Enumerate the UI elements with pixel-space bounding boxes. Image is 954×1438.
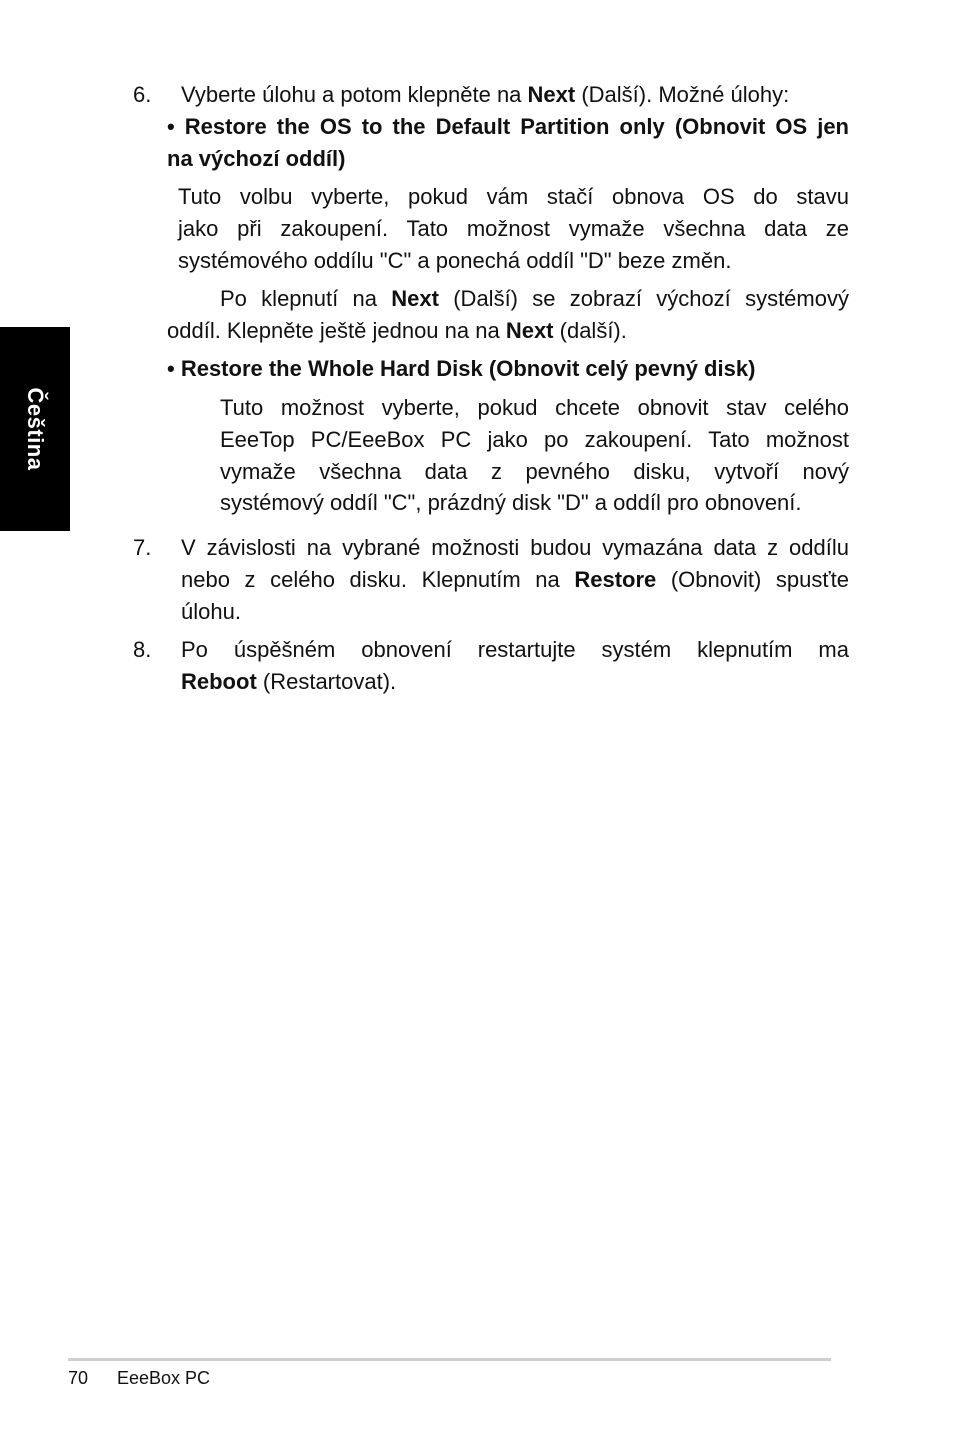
step-8-line-1: Po úspěšném obnovení restartujte systém klepnutím ma <box>181 637 849 662</box>
step-6-intro-text: Vyberte úlohu a potom klepněte na <box>181 82 528 107</box>
step-6-number: 6. <box>133 82 152 107</box>
option-1-next-keyword-2: Next <box>505 318 554 343</box>
step-7-line-1: V závislosti na vybrané možnosti budou vymazána data z oddílu <box>181 535 849 560</box>
option-1-after-text-b: (Další) se zobrazí výchozí systémový <box>438 286 849 311</box>
step-8-number: 8. <box>133 637 152 662</box>
step-7-line-3: úlohu. <box>181 599 241 624</box>
option-2-desc-line-4: systémový oddíl "C", prázdný disk "D" a oddíl pro obnovení. <box>220 490 802 515</box>
step-7-line-2 <box>181 564 849 596</box>
option-2-title: • Restore the Whole Hard Disk (Obnovit celý pevný disk) <box>167 356 756 381</box>
option-2-desc-line-1: Tuto možnost vyberte, pokud chcete obnovit stav celého <box>220 395 849 420</box>
option-1-after-text-d: (další). <box>553 318 627 343</box>
option-2-desc-line-2: EeeTop PC/EeeBox PC jako po zakoupení. Tato možnost <box>220 427 849 452</box>
language-label: Čeština <box>23 387 48 471</box>
option-1-next-keyword-1: Next <box>391 286 439 311</box>
step-6-intro <box>181 79 789 111</box>
option-1-title-line-1: • Restore the OS to the Default Partition only (Obnovit OS jen <box>167 114 849 139</box>
step-8-reboot-keyword: Reboot <box>181 669 257 694</box>
option-1-after-line-2 <box>167 315 627 347</box>
step-6-next-keyword: Next <box>527 82 576 107</box>
step-8-line-2-rest: (Restartovat). <box>256 669 397 694</box>
option-1-desc-line-1: Tuto volbu vyberte, pokud vám stačí obnova OS do stavu <box>178 184 849 209</box>
step-6-intro-rest: (Další). Možné úlohy: <box>575 82 790 107</box>
step-7-restore-keyword: Restore <box>574 567 657 592</box>
option-1-desc-line-3: systémového oddílu "C" a ponechá oddíl "D" beze změn. <box>178 248 732 273</box>
footer-divider <box>68 1358 831 1361</box>
option-2-desc-line-3: vymaže všechna data z pevného disku, vytvoří nový <box>220 459 849 484</box>
option-1-after-text-a: Po klepnutí na <box>220 286 392 311</box>
step-7-line-2-text-a: nebo z celého disku. Klepnutím na <box>181 567 575 592</box>
step-7-number: 7. <box>133 535 152 560</box>
footer-title: EeeBox PC <box>117 1368 211 1388</box>
step-7-line-2-text-b: (Obnovit) spusťte <box>656 567 849 592</box>
footer-page-number: 70 <box>68 1368 89 1388</box>
option-1-after-line-1 <box>220 283 849 315</box>
language-side-tab <box>0 327 70 531</box>
step-8-line-2 <box>181 666 396 698</box>
option-1-desc-line-2: jako při zakoupení. Tato možnost vymaže všechna data ze <box>178 216 849 241</box>
option-1-title-line-2: na výchozí oddíl) <box>167 146 346 171</box>
option-1-after-text-c: oddíl. Klepněte ještě jednou na na <box>167 318 506 343</box>
